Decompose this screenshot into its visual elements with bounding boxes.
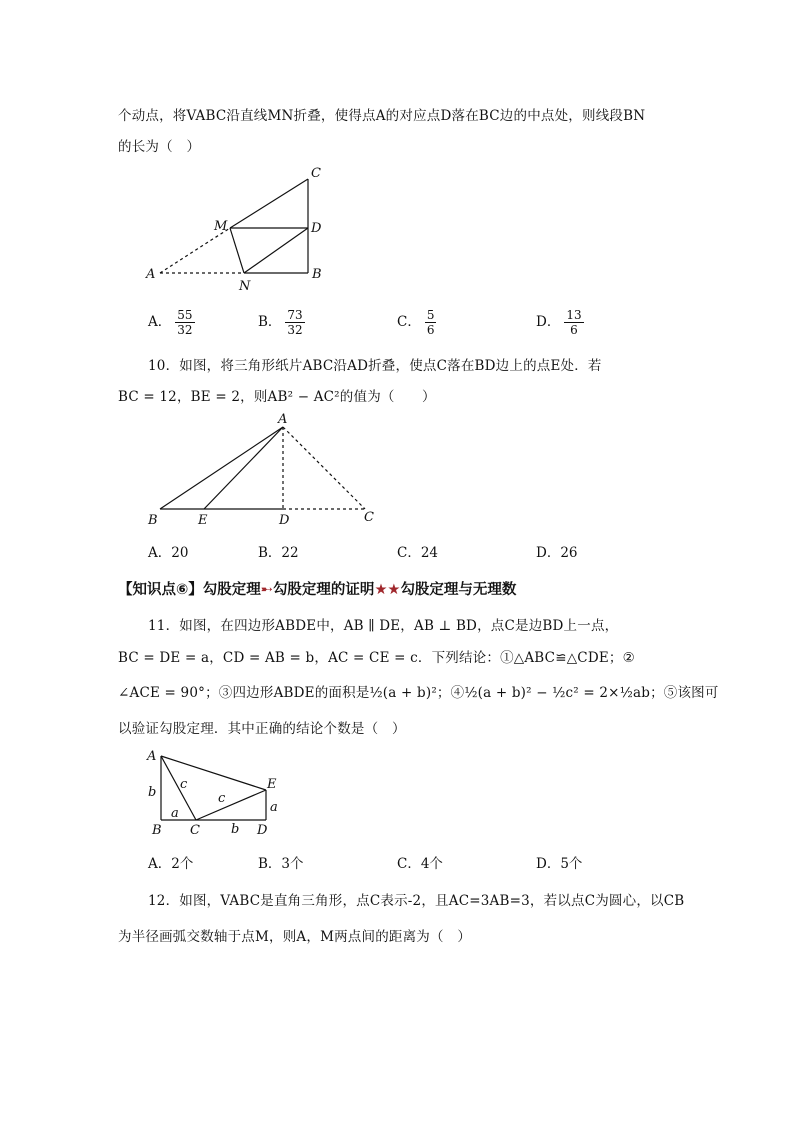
q9-segment-MN <box>230 228 244 273</box>
q11-option-a[interactable]: A．2个 <box>148 856 194 872</box>
q11-text-line2: BC = DE = a，CD = AB = b，AC = CE = c．下列结论：①△ABC≌△CDE；② <box>118 650 635 666</box>
q11-option-c[interactable]: C．4个 <box>397 856 443 872</box>
q11-label-B: B <box>152 823 162 838</box>
q9-option-c[interactable]: C． $\frac{5}{6}$ <box>397 308 435 337</box>
arrow-icon: ➸ <box>260 582 273 598</box>
q10-option-c[interactable]: C．24 <box>397 545 439 561</box>
section-part2: 勾股定理的证明 <box>272 582 375 598</box>
q10-text-line2: BC = 12，BE = 2，则AB² − AC²的值为（ ） <box>118 389 436 405</box>
q10-option-d[interactable]: D．26 <box>536 545 578 561</box>
q11-figure <box>140 740 290 840</box>
q11-text-line3: ∠ACE = 90°；③四边形ABDE的面积是½(a + b)²；④½(a + b)² − ½c² = 2×½ab；⑤该图可 <box>118 685 719 701</box>
q11-text-line1: 11．如图，在四边形ABDE中，AB ∥ DE，AB ⊥ BD，点C是边BD上一点， <box>148 618 619 634</box>
q11-label-a-bc: a <box>171 806 179 821</box>
section-heading <box>118 578 516 599</box>
section-part1: 勾股定理 <box>202 582 261 598</box>
q9-figure <box>140 160 340 295</box>
q11-option-b[interactable]: B．3个 <box>258 856 304 872</box>
q12-text-line2: 为半径画弧交数轴于点M，则A，M两点间的距离为（ ） <box>118 929 472 945</box>
q11-label-a-de: a <box>270 800 278 815</box>
q11-segment-CE <box>196 790 266 820</box>
q11-label-A: A <box>147 749 157 764</box>
q9-label-M: M <box>214 219 228 234</box>
q10-text-line1: 10．如图，将三角形纸片ABC沿AD折叠，使点C落在BD边上的点E处．若 <box>148 358 602 374</box>
q10-option-b[interactable]: B．22 <box>258 545 299 561</box>
q10-label-A: A <box>278 412 288 427</box>
q11-label-b-cd: b <box>231 822 240 837</box>
q9-segment-AM <box>160 228 230 273</box>
q9-label-N: N <box>239 279 251 294</box>
q11-label-c-ac: c <box>180 777 188 792</box>
q9-label-D: D <box>311 221 322 236</box>
q10-option-a[interactable]: A．20 <box>148 545 189 561</box>
q11-label-E: E <box>267 777 277 792</box>
q10-label-C: C <box>364 510 374 525</box>
q9-option-a[interactable]: A． $\frac{55}{32}$ <box>148 308 193 337</box>
q12-text-line1: 12．如图，VABC是直角三角形，点C表示-2，且AC=3AB=3，若以点C为圆心，以CB <box>148 893 685 909</box>
q9-text-line2: 的长为（ ） <box>118 139 201 155</box>
q9-label-C: C <box>311 166 321 181</box>
q9-option-b[interactable]: B． $\frac{73}{32}$ <box>258 308 303 337</box>
q9-segment-CM <box>230 179 308 228</box>
q10-label-D: D <box>279 513 290 528</box>
q10-segment-EA <box>204 427 283 509</box>
q9-text-line1: 个动点，将VABC沿直线MN折叠，使得点A的对应点D落在BC边的中点处，则线段BN <box>118 108 646 124</box>
q9-label-B: B <box>312 267 322 282</box>
q11-label-b-left: b <box>148 785 157 800</box>
q11-label-D: D <box>257 823 268 838</box>
q11-option-d[interactable]: D．5个 <box>536 856 583 872</box>
q11-label-C: C <box>190 823 200 838</box>
q10-segment-BA <box>160 427 283 509</box>
q10-segment-AC <box>283 427 365 509</box>
section-part3: 勾股定理与无理数 <box>400 582 517 598</box>
q9-segment-ND <box>244 228 308 273</box>
q10-figure <box>140 405 390 530</box>
q10-label-E: E <box>198 513 208 528</box>
q10-label-B: B <box>148 513 158 528</box>
q9-option-d[interactable]: D． $\frac{13}{6}$ <box>536 308 582 337</box>
q9-label-A: A <box>146 267 156 282</box>
section-bracket: 【知识点⑥】 <box>118 582 203 598</box>
star-icon: ★★ <box>374 582 401 598</box>
q11-text-line4: 以验证勾股定理．其中正确的结论个数是（ ） <box>118 721 406 737</box>
q11-label-c-ce: c <box>218 791 226 806</box>
